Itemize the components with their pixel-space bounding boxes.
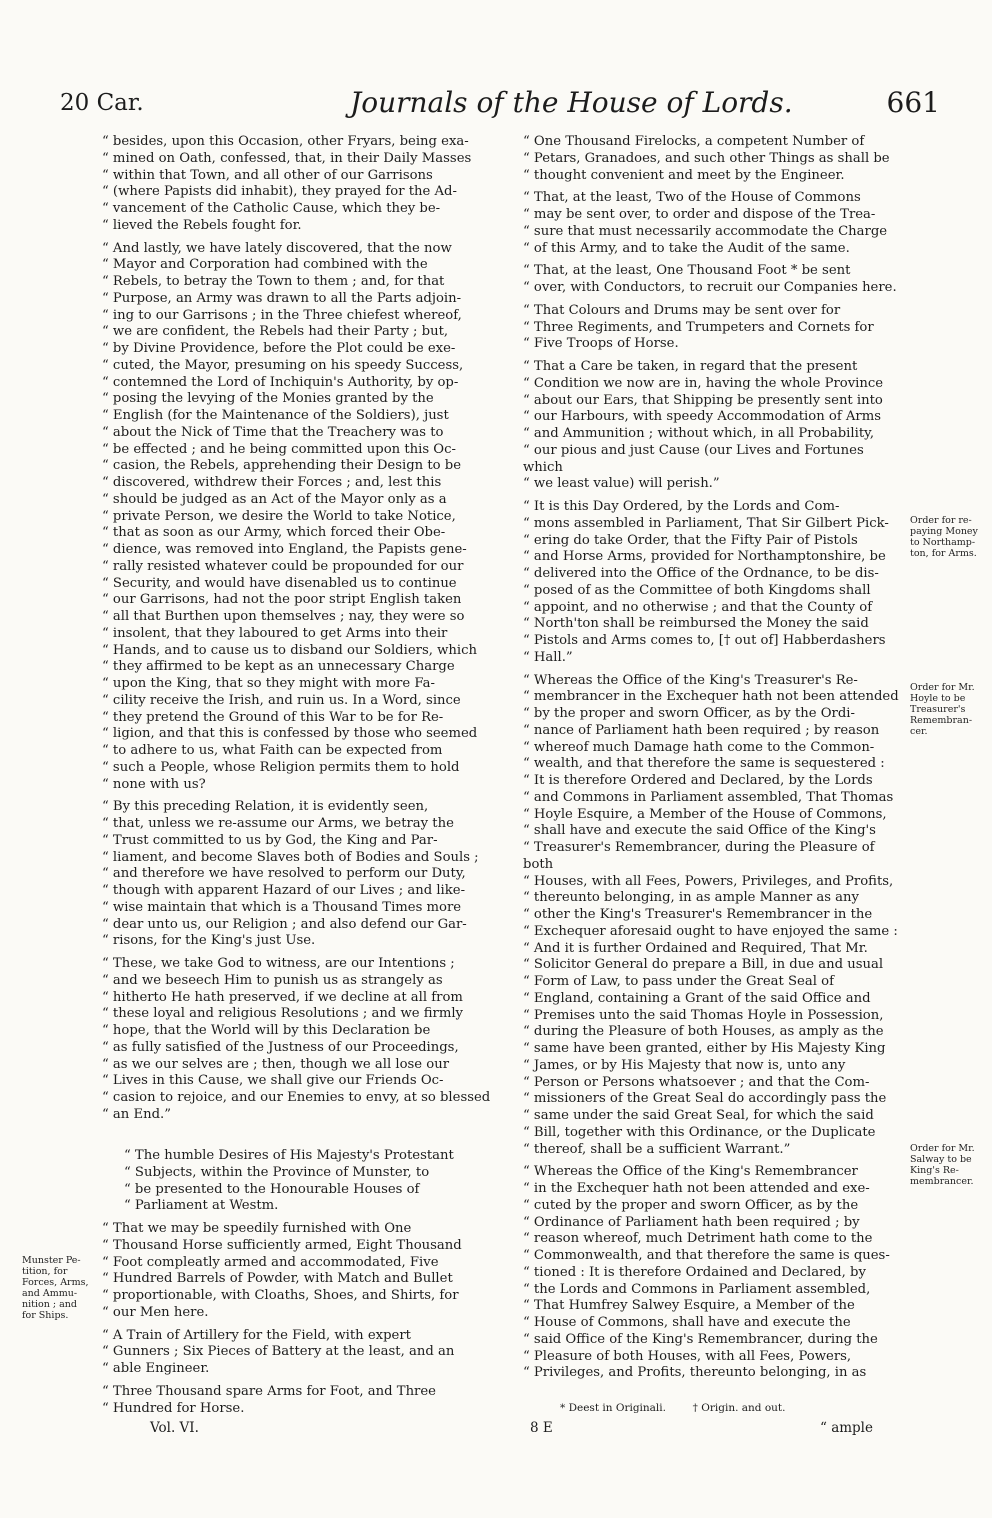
left-column-lower	[102, 1148, 500, 1423]
order-hoyle: “ Whereas the Office of the King's Treasurer's Re- “ membrancer in the Exchequer hath not been attended “ by the proper and sworn Officer, as by the Ordi- “ nance of Parliament hath been required ; by reason “ whereof much Damage hath come to the Common- “ wealth, and that therefore the same is sequestered : “ It is therefore Ordered and Declared, by the Lords “ and Commons in Parliament assembled, That Thomas “ Hoyle Esquire, a Member of the House of Commons, “ shall have and execute the said Office of the King's “ Treasurer's Remembrancer, during the Pleasure of both “ Houses, with all Fees, Powers, Privileges, and Profits, “ thereunto belonging, in as ample Manner as any “ other the King's Treasurer's Remembrancer in the “ Exchequer aforesaid ought to have enjoyed the same : “ And it is further Ordained and Required, That Mr. “ Solicitor General do prepare a Bill, in due and usual “ Form of Law, to pass under the Great Seal of “ England, containing a Grant of the said Office and “ Premises unto the said Thomas Hoyle in Possession, “ during the Pleasure of both Houses, as amply as the “ same have been granted, either by His Majesty King “ James, or by His Majesty that now is, unto any “ Person or Persons whatsoever ; and that the Com- “ missioners of the Great Seal do accordingly pass the “ same under the said Great Seal, for which the said “ Bill, together with this Ordinance, or the Duplicate “ thereof, shall be a sufficient Warrant.”	[523, 672, 899, 1157]
header-page-number: 661	[886, 86, 940, 119]
item-foot-recruit: “ That, at the least, One Thousand Foot * be sent “ over, with Conductors, to recruit our Companies here.	[523, 263, 897, 295]
margin-note-munster: Munster Pe- tition, for Forces, Arms, and Ammu- nition ; and for Ships.	[22, 1255, 89, 1321]
petition-heading: “ The humble Desires of His Majesty's Protestant “ Subjects, within the Province of Munster, to “ be presented to the Honourable Houses of “ Parliament at Westm.	[124, 1148, 454, 1214]
catchword: “ ample	[820, 1420, 873, 1436]
paragraph-mayor-plot: “ And lastly, we have lately discovered, that the now “ Mayor and Corporation had combined with the “ Rebels, to betray the Town to them ; and, for that “ Purpose, an Army was drawn to all the Parts adjoin- “ ing to our Garrisons ; in the Three chiefest whereof, “ we are confident, the Rebels had their Party ; but, “ by Divine Providence, before the Plot could be exe- “ cuted, the Mayor, presuming on his speedy Success, “ contemned the Lord of Inchiquin's Authority, by op- “ posing the levying of the Monies granted by the “ English (for the Maintenance of the Soldiers), just “ about the Nick of Time that the Treachery was to “ be effected ; and he being committed upon this Oc- “ casion, the Rebels, apprehending their Design to be “ discovered, withdrew their Forces ; and, lest this “ should be judged as an Act of the Mayor only as a “ private Person, we desire the World to take Notice, “ that as soon as our Army, which forced their Obe- “ dience, was removed into England, the Papists gene- “ rally resisted whatever could be propounded for our “ Security, and would have disenabled us to continue “ our Garrisons, had not the poor stript English taken “ all that Burthen upon themselves ; nay, they were so “ insolent, that they laboured to get Arms into their “ Hands, and to cause us to disband our Soldiers, which “ they affirmed to be kept as an unnecessary Charge “ upon the King, that so they might with more Fa- “ cility receive the Irish, and ruin us. In a Word, since “ they pretend the Ground of this War to be for Re- “ ligion, and that this is confessed by those who seemed “ to adhere to us, what Faith can be expected from “ such a People, whose Religion permits them to hold “ none with us?	[102, 240, 478, 792]
margin-note-hoyle: Order for Mr. Hoyle to be Treasurer's Remembran- cer.	[910, 682, 975, 737]
header-title: Journals of the House of Lords.	[350, 86, 793, 119]
left-column	[102, 134, 500, 1130]
item-commons-treasure: “ That, at the least, Two of the House of Commons “ may be sent over, to order and dispose of the Trea- “ sure that must necessarily accommodate the Charge “ of this Army, and to take the Audit of the same.	[523, 190, 888, 256]
petition-item-artillery: “ A Train of Artillery for the Field, with expert “ Gunners ; Six Pieces of Battery at the least, and an “ able Engineer.	[102, 1327, 455, 1376]
right-column	[523, 134, 906, 1388]
item-shipping: “ That a Care be taken, in regard that the present “ Condition we now are in, having the whole Province “ about our Ears, that Shipping be presently sent into “ our Harbours, with speedy Accommodation of Arms “ and Ammunition ; without which, in all Probability, “ our pious and just Cause (our Lives and Fortunes which “ we least value) will perish.”	[523, 359, 884, 492]
petition-item-forces: “ That we may be speedily furnished with One “ Thousand Horse sufficiently armed, Eight Thousand “ Foot compleatly armed and accommodated, Five “ Hundred Barrels of Powder, with Match and Bullet “ proportionable, with Cloaths, Shoes, and Shirts, for “ our Men here.	[102, 1221, 462, 1320]
order-salwey: “ Whereas the Office of the King's Remembrancer “ in the Exchequer hath not been attended and exe- “ cuted by the proper and sworn Officer, as by the “ Ordinance of Parliament hath been required ; by “ reason whereof, much Detriment hath come to the “ Commonwealth, and that therefore the same is ques- “ tioned : It is therefore Ordained and Declared, by “ the Lords and Commons in Parliament assembled, “ That Humfrey Salwey Esquire, a Member of the “ House of Commons, shall have and execute the “ said Office of the King's Remembrancer, during the “ Pleasure of both Houses, with all Fees, Powers, “ Privileges, and Profits, thereunto belonging, in as	[523, 1164, 890, 1381]
margin-note-pickering: Order for re- paying Money to Northamp- ton, for Arms.	[910, 515, 978, 559]
item-colours-drums: “ That Colours and Drums may be sent over for “ Three Regiments, and Trumpeters and Cornets for “ Five Troops of Horse.	[523, 302, 874, 352]
footnote: * Deest in Originali. † Origin. and out.	[560, 1402, 786, 1414]
item-firelocks: “ One Thousand Firelocks, a competent Number of “ Petars, Granadoes, and such other Things as shall be “ thought convenient and meet by the Engineer.	[523, 134, 890, 183]
header-regnal-year: 20 Car.	[60, 90, 144, 116]
page-header	[60, 86, 940, 126]
sheet-signature: 8 E	[530, 1420, 553, 1436]
paragraph-reassume-arms: “ By this preceding Relation, it is evidently seen, “ that, unless we re-assume our Arms, we betray the “ Trust committed to us by God, the King and Par- “ liament, and become Slaves both of Bodies and Souls ; “ and therefore we have resolved to perform our Duty, “ though with apparent Hazard of our Lives ; and like- “ wise maintain that which is a Thousand Times more “ dear unto us, our Religion ; and also defend our Gar- “ risons, for the King's just Use.	[102, 799, 479, 949]
order-pickering: “ It is this Day Ordered, by the Lords and Com- “ mons assembled in Parliament, That Sir Gilbert Pick- “ ering do take Order, that the Fifty Pair of Pistols “ and Horse Arms, provided for Northamptonshire, be “ delivered into the Office of the Ordnance, to be dis- “ posed of as the Committee of both Kingdoms shall “ appoint, and no otherwise ; and that the County of “ North'ton shall be reimbursed the Money the said “ Pistols and Arms comes to, [† out of] Habberdashers “ Hall.”	[523, 499, 889, 665]
paragraph-intentions: “ These, we take God to witness, are our Intentions ; “ and we beseech Him to punish us as strangely as “ hitherto He hath preserved, if we decline at all from “ these loyal and religious Resolutions ; and we firmly “ hope, that the World will by this Declaration be “ as fully satisfied of the Justness of our Proceedings, “ as we our selves are ; then, though we all lose our “ Lives in this Cause, we shall give our Friends Oc- “ casion to rejoice, and our Enemies to envy, at so blessed “ an End.”	[102, 956, 491, 1122]
petition-item-spare-arms: “ Three Thousand spare Arms for Foot, and Three “ Hundred for Horse.	[102, 1383, 436, 1416]
margin-note-salwey: Order for Mr. Salway to be King's Re- membrancer.	[910, 1143, 975, 1187]
paragraph-fryars: “ besides, upon this Occasion, other Fryars, being exa- “ mined on Oath, confessed, that, in their Daily Masses “ within that Town, and all other of our Garrisons “ (where Papists did inhabit), they prayed for the Ad- “ vancement of the Catholic Cause, which they be- “ lieved the Rebels fought for.	[102, 134, 472, 233]
volume-signature: Vol. VI.	[150, 1420, 199, 1436]
